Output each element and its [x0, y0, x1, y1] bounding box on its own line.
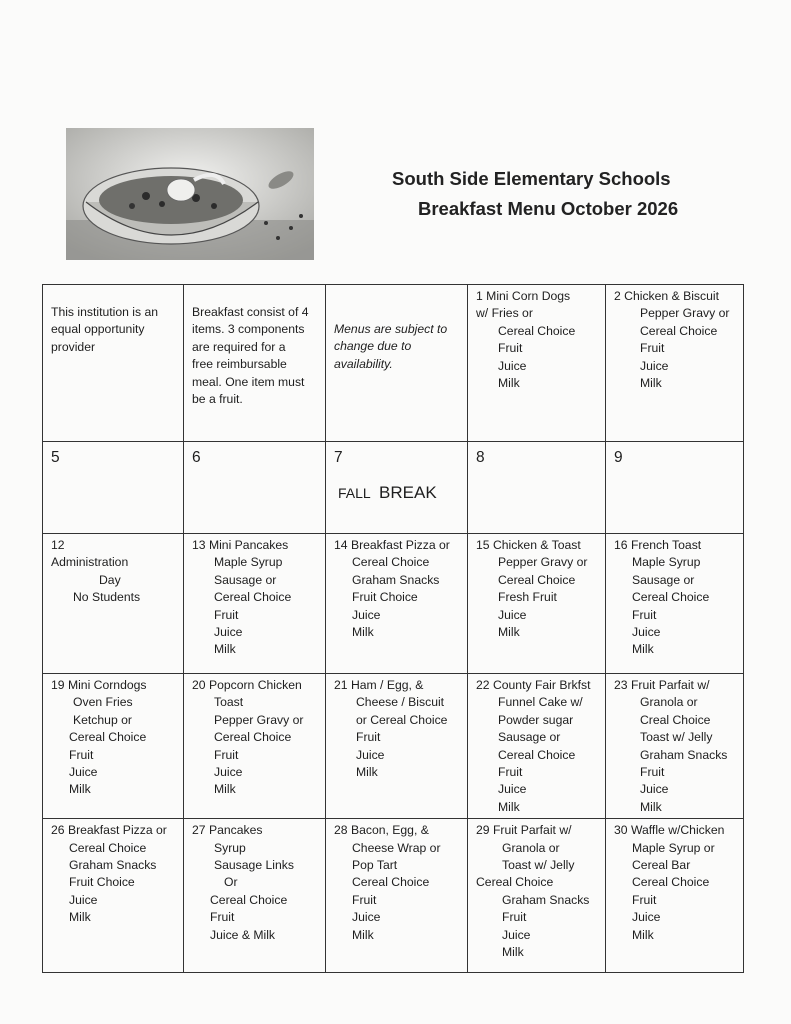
cell-line: Juice — [640, 782, 669, 797]
cell-line: Graham Snacks — [69, 858, 157, 873]
cell-line: Juice — [498, 782, 527, 797]
cell-line: Juice — [640, 358, 669, 373]
cell-line: Cereal Choice — [214, 590, 292, 605]
fall-break-label — [334, 484, 461, 502]
cell-line: Sausage or — [214, 572, 277, 587]
calendar-cell — [43, 285, 184, 442]
cell-line: Juice — [498, 607, 527, 622]
cell-line: Milk — [352, 625, 374, 640]
cell-line: Milk — [214, 782, 236, 797]
cell-line: Fruit — [214, 747, 239, 762]
calendar-cell — [606, 819, 744, 973]
cell-line: Graham Snacks — [352, 572, 440, 587]
calendar-cell — [43, 442, 184, 534]
cell-line: Cereal Choice — [210, 892, 288, 907]
cell-line: Juice — [498, 358, 527, 373]
cell-line: 30 Waffle w/Chicken — [614, 823, 725, 838]
cell-line: Juice — [69, 765, 98, 780]
cell-line: Juice & Milk — [210, 927, 276, 942]
cell-line: Fruit — [356, 730, 381, 745]
cell-line: Powder sugar — [498, 712, 574, 727]
cell-line: Milk — [640, 799, 662, 814]
cell-line: Fruit — [640, 765, 665, 780]
cell-line: Cereal Choice — [352, 875, 430, 890]
day-number: 9 — [614, 449, 623, 466]
cell-line: Maple Syrup — [632, 555, 701, 570]
calendar-cell — [468, 534, 606, 674]
calendar-row — [43, 285, 744, 442]
cell-line: Day — [99, 572, 121, 587]
day-number: 7 — [334, 449, 343, 466]
calendar-cell — [326, 674, 468, 819]
cell-line: Sausage Links — [214, 858, 294, 873]
bowl-illustration-icon — [66, 128, 314, 260]
cell-line: 26 Breakfast Pizza or — [51, 823, 167, 838]
cell-line: 22 County Fair Brkfst — [476, 678, 591, 692]
fall-word: FALL — [338, 485, 371, 502]
cell-line: 13 Mini Pancakes — [192, 538, 289, 552]
cell-line: Fruit — [214, 607, 239, 622]
cell-line: Fruit Choice — [352, 590, 418, 605]
cell-line: Cereal Choice — [640, 323, 718, 338]
cell-line: 29 Fruit Parfait w/ — [476, 823, 572, 838]
cell-line: Or — [224, 875, 238, 890]
cell-line: Juice — [214, 625, 243, 640]
cell-line: Fruit — [210, 910, 235, 925]
cell-line: Maple Syrup or — [632, 840, 715, 855]
calendar-cell — [43, 534, 184, 674]
cell-line: Fresh Fruit — [498, 590, 557, 605]
cell-line: 14 Breakfast Pizza or — [334, 538, 450, 552]
cell-line: Cereal Choice — [69, 840, 147, 855]
calendar-cell — [468, 442, 606, 534]
calendar-cell — [43, 674, 184, 819]
cell-line: change due to — [334, 339, 412, 354]
cell-line: Cereal Choice — [352, 555, 430, 570]
cell-line: Oven Fries — [73, 695, 133, 710]
cell-line: meal. One item must — [192, 374, 305, 389]
cell-line: w/ Fries or — [476, 306, 533, 321]
cell-line: Cereal Choice — [632, 875, 710, 890]
cell-line: Cereal Choice — [498, 572, 576, 587]
cell-line: Cereal Choice — [69, 730, 147, 745]
cell-line: 23 Fruit Parfait w/ — [614, 678, 710, 692]
cell-line: Milk — [498, 376, 520, 391]
calendar-cell — [326, 285, 468, 442]
cell-line: Syrup — [214, 840, 246, 855]
calendar-cell — [184, 819, 326, 973]
cell-line: Juice — [632, 910, 661, 925]
calendar-cell — [184, 534, 326, 674]
cell-line: 28 Bacon, Egg, & — [334, 823, 429, 838]
day-number: 5 — [51, 449, 60, 466]
cell-line: Ketchup or — [73, 712, 132, 727]
calendar-cell — [326, 442, 468, 534]
cell-line: 12 — [51, 538, 65, 552]
cell-line: Juice — [502, 927, 531, 942]
day-number: 8 — [476, 449, 485, 466]
cell-line: Fruit — [69, 747, 94, 762]
cell-line: This institution is an — [51, 305, 159, 319]
calendar-cell — [468, 819, 606, 973]
cell-line: 2 Chicken & Biscuit — [614, 289, 719, 303]
calendar-cell — [606, 285, 744, 442]
cell-line: Fruit — [498, 765, 523, 780]
cell-line: Toast w/ Jelly — [502, 858, 575, 873]
calendar-row — [43, 819, 744, 973]
school-name: South Side Elementary Schools — [392, 168, 671, 189]
cell-line: Menus are subject to — [334, 322, 448, 336]
cell-line: Granola or — [502, 840, 560, 855]
cell-line: Graham Snacks — [640, 747, 728, 762]
cell-line: Maple Syrup — [214, 555, 283, 570]
cell-line: Fruit — [352, 892, 377, 907]
cell-line: Juice — [352, 607, 381, 622]
calendar-cell — [326, 819, 468, 973]
cell-line: Pepper Gravy or — [498, 555, 588, 570]
break-word: BREAK — [379, 483, 437, 503]
cell-line: 19 Mini Corndogs — [51, 678, 147, 692]
cell-line: availability. — [334, 356, 393, 371]
breakfast-photo — [66, 128, 314, 260]
calendar-cell — [468, 674, 606, 819]
cell-line: provider — [51, 339, 96, 354]
cell-line: Juice — [352, 910, 381, 925]
cell-line: Milk — [498, 799, 520, 814]
cell-line: be a fruit. — [192, 392, 243, 407]
cell-line: Milk — [214, 642, 236, 657]
cell-line: Pepper Gravy or — [214, 712, 304, 727]
menu-calendar — [42, 284, 744, 973]
cell-line: Milk — [69, 782, 91, 797]
cell-line: Pepper Gravy or — [640, 306, 730, 321]
cell-line: are required for a — [192, 339, 286, 354]
cell-line: Breakfast consist of 4 — [192, 305, 309, 319]
cell-line: Fruit Choice — [69, 875, 135, 890]
menu-subtitle: Breakfast Menu October 2026 — [418, 198, 679, 219]
cell-line: Creal Choice — [640, 712, 711, 727]
calendar-row — [43, 674, 744, 819]
cell-line: Fruit — [502, 910, 527, 925]
cell-line: 1 Mini Corn Dogs — [476, 289, 571, 303]
cell-line: Cereal Choice — [632, 590, 710, 605]
cell-line: Milk — [632, 642, 654, 657]
cell-line: No Students — [73, 590, 141, 605]
calendar-row — [43, 442, 744, 534]
cell-line: free reimbursable — [192, 357, 287, 372]
cell-line: Pop Tart — [352, 858, 398, 873]
cell-line: Sausage or — [632, 572, 695, 587]
cell-line: Cereal Bar — [632, 858, 691, 873]
calendar-cell — [606, 442, 744, 534]
cell-line: equal opportunity — [51, 322, 145, 337]
cell-line: Cereal Choice — [498, 323, 576, 338]
calendar-cell — [606, 674, 744, 819]
cell-line: Juice — [356, 747, 385, 762]
cell-line: Fruit — [632, 607, 657, 622]
calendar-cell — [468, 285, 606, 442]
cell-line: Fruit — [640, 341, 665, 356]
calendar-cell — [184, 674, 326, 819]
calendar-cell — [606, 534, 744, 674]
cell-line: Fruit — [632, 892, 657, 907]
cell-line: Cereal Choice — [476, 875, 554, 890]
day-number: 6 — [192, 449, 201, 466]
cell-line: 21 Ham / Egg, & — [334, 678, 424, 692]
cell-line: Milk — [69, 910, 91, 925]
cell-line: 27 Pancakes — [192, 823, 263, 838]
cell-line: Milk — [352, 927, 374, 942]
cell-line: Milk — [502, 945, 524, 960]
cell-line: Milk — [632, 927, 654, 942]
cell-line: 15 Chicken & Toast — [476, 538, 581, 552]
cell-line: Milk — [640, 376, 662, 391]
cell-line: Fruit — [498, 341, 523, 356]
calendar-cell — [43, 819, 184, 973]
cell-line: Toast w/ Jelly — [640, 730, 713, 745]
cell-line: items. 3 components — [192, 322, 305, 337]
cell-line: Juice — [632, 625, 661, 640]
cell-line: Juice — [214, 765, 243, 780]
cell-line: Sausage or — [498, 730, 561, 745]
cell-line: Funnel Cake w/ — [498, 695, 583, 710]
cell-line: Cheese / Biscuit — [356, 695, 445, 710]
cell-line: Toast — [214, 695, 244, 710]
cell-line: 20 Popcorn Chicken — [192, 678, 302, 692]
cell-line: Graham Snacks — [502, 892, 590, 907]
cell-line: Cereal Choice — [214, 730, 292, 745]
cell-line: Milk — [498, 625, 520, 640]
calendar-cell — [326, 534, 468, 674]
cell-line: Cheese Wrap or — [352, 840, 441, 855]
cell-line: Juice — [69, 892, 98, 907]
cell-line: 16 French Toast — [614, 538, 702, 552]
calendar-cell — [184, 442, 326, 534]
cell-line: or Cereal Choice — [356, 712, 448, 727]
cell-line: Administration — [51, 555, 129, 570]
cell-line: Granola or — [640, 695, 698, 710]
calendar-cell — [184, 285, 326, 442]
cell-line: Milk — [356, 765, 378, 780]
cell-line: Cereal Choice — [498, 747, 576, 762]
calendar-row — [43, 534, 744, 674]
